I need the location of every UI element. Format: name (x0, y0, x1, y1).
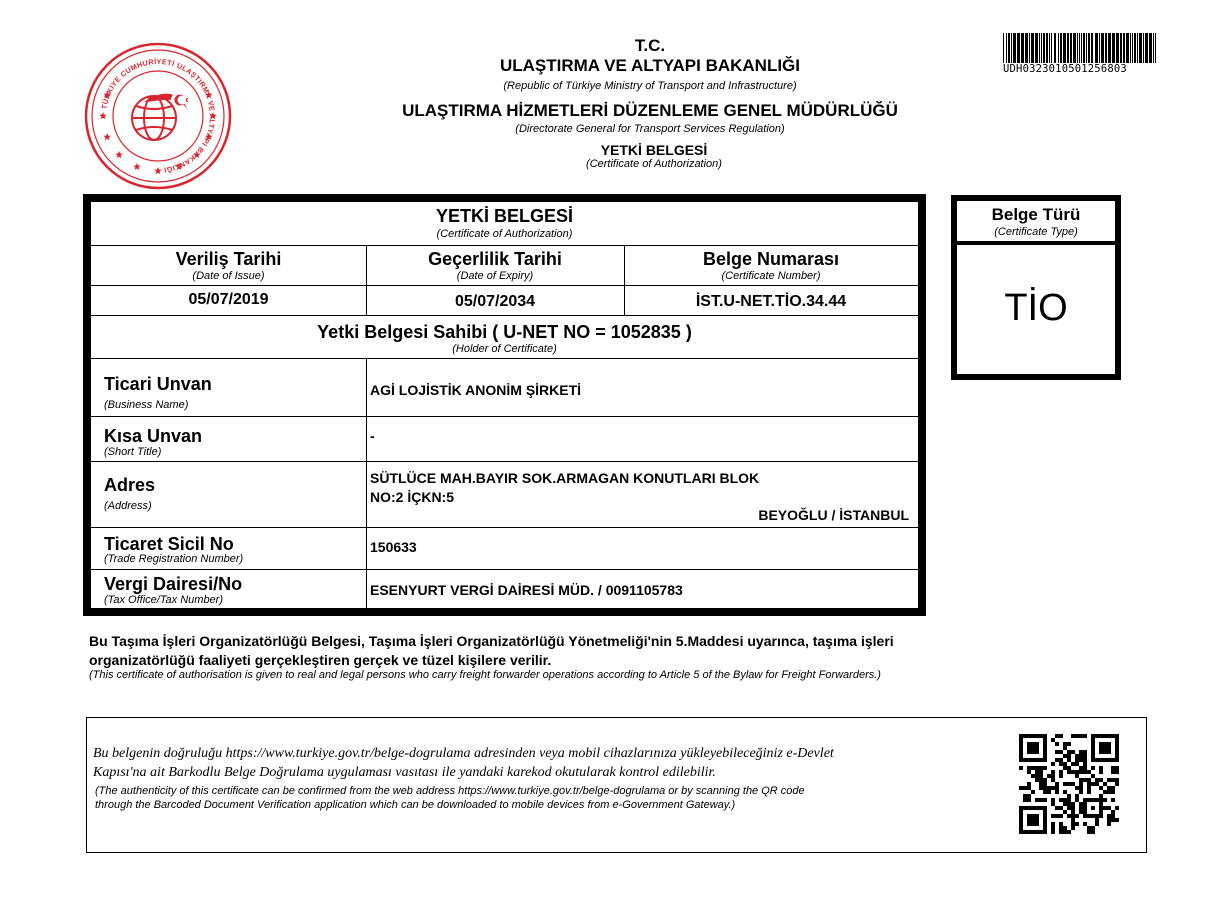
issue-date-value: 05/07/2019 (188, 291, 269, 308)
verification-qr-code (1019, 734, 1119, 834)
header-directorate-en: (Directorate General for Transport Services Regulation) (515, 123, 785, 135)
certificate-type-box (951, 195, 1121, 380)
short-title-label-en: (Short Title) (104, 446, 162, 458)
trade-registration-value: 150633 (370, 539, 417, 555)
certificate-title: YETKİ BELGESİ (435, 206, 574, 226)
certificate-number-label-en: (Certificate Number) (721, 270, 821, 282)
barcode (1003, 33, 1158, 75)
certificate-number-value: İST.U-NET.TİO.34.44 (695, 293, 847, 310)
expiry-date-value: 05/07/2034 (454, 293, 536, 310)
holder-heading-en: (Holder of Certificate) (452, 343, 557, 355)
statement-line-2: organizatörlüğü faaliyeti gerçekleştiren gerçek ve tüzel kişilere verilir. (89, 652, 552, 668)
barcode-number: UDH0323010501256803 (1003, 63, 1127, 75)
verification-en-line-1: (The authenticity of this certificate can be confirmed from the web address https://www.turkiye.gov.tr/belge-dogrulama or by scanning the QR code (95, 785, 805, 797)
business-name-value: AGİ LOJİSTİK ANONİM ŞİRKETİ (370, 382, 582, 398)
statement-line-1: Bu Taşıma İşleri Organizatörlüğü Belgesi, Taşıma İşleri Organizatörlüğü Yönetmeliği'nin 5.Maddesi uyarınca, taşıma işleri (89, 633, 894, 649)
barcode-bars (1003, 33, 1158, 63)
expiry-date-label: Geçerlilik Tarihi (428, 249, 562, 269)
header-directorate: ULAŞTIRMA HİZMETLERİ DÜZENLEME GENEL MÜDÜRLÜĞÜ (402, 101, 898, 120)
certificate-type-label: Belge Türü (991, 205, 1081, 224)
holder-heading: Yetki Belgesi Sahibi ( U-NET NO = 1052835 ) (317, 322, 692, 342)
certificate-table (83, 194, 926, 616)
tax-office-label-en: (Tax Office/Tax Number) (104, 594, 224, 606)
business-name-label: Ticari Unvan (104, 374, 212, 394)
issue-date-label: Veriliş Tarihi (175, 249, 282, 269)
tax-office-label: Vergi Dairesi/No (104, 574, 243, 594)
verification-tr-line-1: Bu belgenin doğruluğu https://www.turkiye.gov.tr/belge-dogrulama adresinden veya mobil cihazlarınıza yükleyebileceğiniz e-Devlet (93, 746, 834, 761)
address-line-1: SÜTLÜCE MAH.BAYIR SOK.ARMAGAN KONUTLARI BLOK (370, 470, 760, 486)
certificate-title-en: (Certificate of Authorization) (436, 228, 573, 240)
certificate-number-label: Belge Numarası (702, 249, 840, 269)
short-title-value: - (370, 428, 375, 444)
header-ministry: ULAŞTIRMA VE ALTYAPI BAKANLIĞI (499, 56, 801, 75)
trade-registration-label-en: (Trade Registration Number) (104, 553, 244, 565)
address-label-en: (Address) (104, 500, 152, 512)
short-title-label: Kısa Unvan (104, 426, 203, 446)
seal-ring-text: TÜRKİYE CUMHURİYETİ ULAŞTIRMA VE ALTYAPI BAKANLIĞI (99, 56, 218, 175)
address-line-3: BEYOĞLU / İSTANBUL (758, 507, 909, 523)
business-name-label-en: (Business Name) (104, 399, 189, 411)
ministry-seal (84, 42, 232, 190)
issue-date-label-en: (Date of Issue) (192, 270, 265, 282)
header-tc: T.C. (634, 36, 666, 55)
verification-box (86, 717, 1147, 853)
verification-tr-line-2: Kapısı'na ait Barkodlu Belge Doğrulama uygulaması vasıtası ile yandaki karekod okutularak kontrol edilebilir. (93, 765, 716, 780)
certificate-type-value: TİO (1004, 287, 1068, 329)
certificate-type-label-en: (Certificate Type) (994, 226, 1078, 238)
header-doc-title: YETKİ BELGESİ (600, 142, 708, 158)
address-line-2: NO:2 İÇKN:5 (370, 489, 455, 505)
address-label: Adres (104, 475, 156, 495)
statement-english: (This certificate of authorisation is given to real and legal persons who carry freight forwarder operations according to Article 5 of the Bylaw for Freight Forwarders.) (89, 669, 881, 681)
tax-office-value: ESENYURT VERGİ DAİRESİ MÜD. / 0091105783 (370, 582, 683, 598)
trade-registration-label: Ticaret Sicil No (104, 534, 234, 554)
header-doc-title-en: (Certificate of Authorization) (586, 158, 722, 170)
header-ministry-en: (Republic of Türkiye Ministry of Transport and Infrastructure) (503, 80, 797, 92)
verification-en-line-2: through the Barcoded Document Verification application which can be downloaded to mobile devices from e-Government Gateway.) (95, 799, 736, 811)
expiry-date-label-en: (Date of Expiry) (456, 270, 534, 282)
